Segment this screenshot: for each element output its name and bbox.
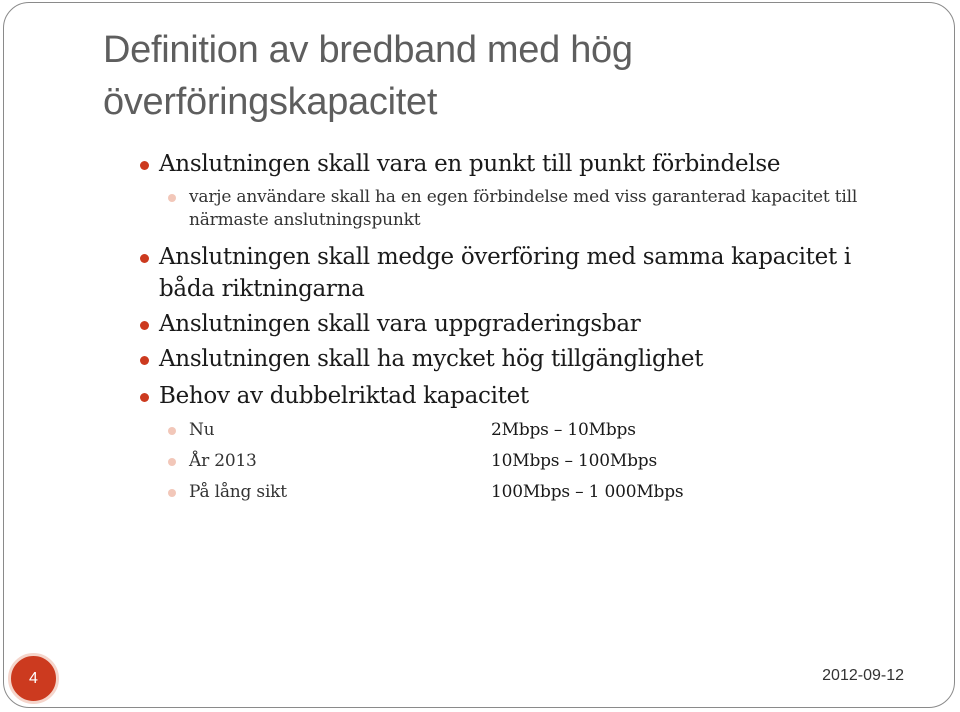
sub-bullet-text: varje användare skall ha en egen förbindelse med viss garanterad kapacitet till närmaste anslutningspunkt: [189, 187, 858, 230]
bullet-marker: [140, 161, 149, 170]
sub-bullet-marker: [168, 458, 176, 466]
bullet-text: Behov av dubbelriktad kapacitet: [159, 383, 529, 409]
sub-bullet-marker: [168, 427, 176, 435]
bullet-text: Anslutningen skall vara uppgraderingsbar: [159, 311, 641, 337]
capacity-label: På lång sikt: [189, 482, 287, 502]
bullet-text: Anslutningen skall medge överföring med samma kapacitet i båda riktningarna: [159, 244, 851, 302]
bullet-marker: [140, 356, 149, 365]
capacity-value: 2Mbps – 10Mbps: [491, 420, 636, 440]
capacity-label: Nu: [189, 420, 215, 440]
capacity-value: 100Mbps – 1 000Mbps: [491, 482, 684, 502]
slide-date: 2012-09-12: [822, 667, 904, 684]
sub-bullet-marker: [168, 194, 176, 202]
page-number: 4: [29, 669, 38, 687]
bullet-marker: [140, 393, 149, 402]
page-number-badge: [8, 653, 59, 704]
bullet-marker: [140, 254, 149, 263]
bullet-text: Anslutningen skall ha mycket hög tillgänglighet: [159, 346, 704, 372]
bullet-text: Anslutningen skall vara en punkt till punkt förbindelse: [159, 151, 781, 177]
slide-title: Definition av bredband med hög överföringskapacitet: [103, 29, 633, 123]
capacity-label: År 2013: [189, 451, 257, 471]
capacity-value: 10Mbps – 100Mbps: [491, 451, 657, 471]
sub-bullet-marker: [168, 489, 176, 497]
bullet-marker: [140, 321, 149, 330]
